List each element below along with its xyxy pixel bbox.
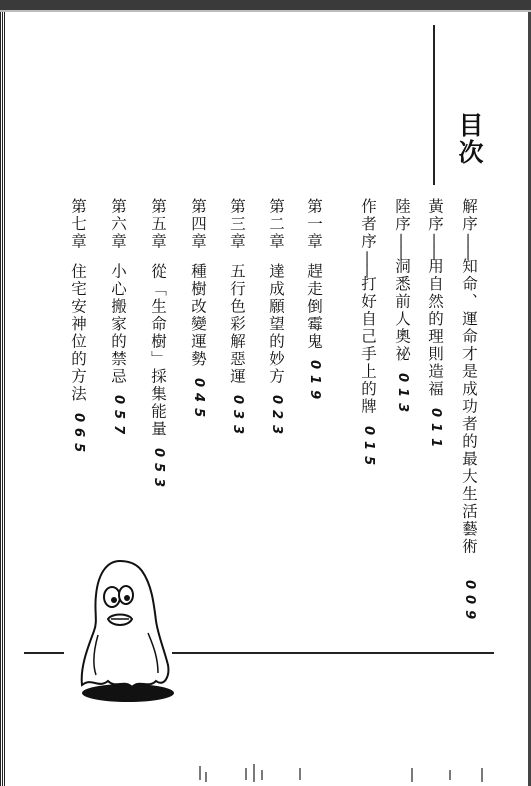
toc-page: 013: [395, 373, 410, 419]
toc-entry-chapter-1[interactable]: [303, 198, 325, 405]
toc-label: 第三章: [228, 198, 246, 251]
toc-dash: ——: [426, 233, 444, 258]
toc-label: 解序: [460, 198, 478, 233]
toc-entry-preface-huang[interactable]: [424, 198, 446, 453]
toc-label: 陸序: [393, 198, 411, 233]
toc-label: 第一章: [305, 198, 323, 251]
toc-dash: ——: [393, 233, 411, 258]
toc-text: 知命、運命才是成功者的最大生活藝術: [460, 258, 478, 556]
toc-dash: ——: [460, 233, 478, 258]
toc-page: 065: [71, 412, 86, 458]
toc-entry-chapter-5[interactable]: [147, 198, 169, 493]
toc-text: 小心搬家的禁忌: [109, 262, 127, 385]
toc-entry-chapter-4[interactable]: [187, 198, 209, 423]
toc-page: 019: [307, 360, 322, 406]
toc-page: 011: [428, 408, 443, 454]
toc-label: 第五章: [149, 198, 167, 251]
toc-label: 作者序: [359, 198, 377, 251]
toc-label: 第四章: [189, 198, 207, 251]
top-border-line: [0, 10, 531, 12]
toc-text: 種樹改變運勢: [189, 262, 207, 368]
toc-text: 洞悉前人奧祕: [393, 258, 411, 363]
divider-right: [172, 652, 494, 654]
toc-page: 033: [230, 395, 245, 441]
top-border: [0, 0, 531, 10]
toc-page: 009: [462, 579, 477, 625]
toc-entry-chapter-7[interactable]: [67, 198, 89, 458]
divider-left: [24, 652, 64, 654]
toc-text: 住宅安神位的方法: [69, 262, 87, 403]
toc-page: 053: [151, 447, 166, 493]
toc-page: 023: [269, 395, 284, 441]
toc-label: 第七章: [69, 198, 87, 251]
toc-page: 045: [191, 377, 206, 423]
toc-page: 015: [361, 425, 376, 471]
toc-entry-chapter-2[interactable]: [265, 198, 287, 440]
ghost-icon: [68, 555, 183, 705]
toc-label: 第六章: [109, 198, 127, 251]
toc-text: 打好自己手上的牌: [359, 275, 377, 416]
toc-label: 黃序: [426, 198, 444, 233]
scan-specks: [150, 758, 500, 784]
title-rule: [433, 25, 435, 185]
toc-text: 五行色彩解惡運: [228, 262, 246, 385]
toc-entry-preface-lu[interactable]: [391, 198, 413, 418]
toc-dash: ——: [359, 250, 377, 276]
toc-text: 趕走倒霉鬼: [305, 262, 323, 350]
toc-entry-chapter-6[interactable]: [107, 198, 129, 440]
toc-text: 用自然的理則造福: [426, 258, 444, 398]
toc-text: 從「生命樹」採集能量: [149, 262, 167, 438]
page-title: 目次: [455, 112, 484, 166]
left-page-edge: [0, 12, 6, 786]
toc-page: 057: [111, 395, 126, 441]
toc-entry-author-preface[interactable]: [357, 198, 379, 471]
toc-entry-chapter-3[interactable]: [226, 198, 248, 440]
toc-text: 達成願望的妙方: [267, 262, 285, 385]
toc-entry-preface-xie[interactable]: [458, 198, 480, 625]
toc-label: 第二章: [267, 198, 285, 251]
